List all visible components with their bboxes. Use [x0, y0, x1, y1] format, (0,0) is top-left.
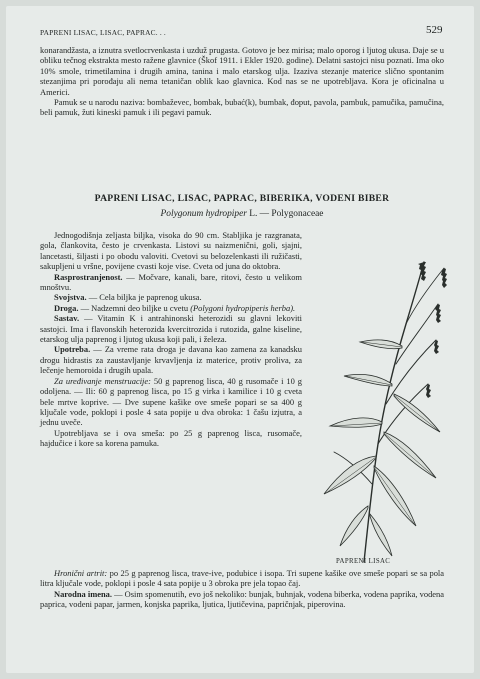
- intro-paragraph-1: konarandžasta, a iznutra svetlocrvenkasta i uzduž prugasta. Gotovo je bez mirisa; malo oporog i ljutog ukusa. Daje se u obliku tečnog ekstrakta mesto ražene glavnice (Škof 1911. i Ekler 1920. godine). Delatni sastojci nisu poznati. Ima oko 10% smole, trimetilamina i drugih amina, tanina i malo etarskog ulja. Izaziva stezanje materice slično spontanim stezanjima pri porođaju ali nema tetaničan oblik kao glavnica. Kod nas se ne upotrebljava. Kora je oficinalna u Americi.: [40, 45, 444, 97]
- use-label: Upotreba.: [54, 344, 91, 355]
- intro-paragraph-2: Pamuk se u narodu naziva: bombaževec, bombak, bubać(k), bumbak, đoput, pavola, pambuk, pamučika, pamučina, beli pamuk, žuti kineski pamuk i ili pegavi pamuk.: [40, 97, 444, 118]
- properties-text: — Cela biljka je paprenog ukusa.: [86, 292, 202, 303]
- names-paragraph: [40, 589, 444, 610]
- drug-paragraph: [40, 303, 302, 313]
- distribution-paragraph: [40, 272, 302, 293]
- page: [6, 6, 474, 673]
- composition-paragraph: [40, 313, 302, 344]
- article-subtitle: [40, 209, 444, 219]
- distribution-label: Rasprostranjenost.: [54, 271, 123, 282]
- drug-label: Droga.: [54, 302, 79, 313]
- drug-latin: (Polygoni hydropiperis herba).: [190, 302, 296, 313]
- figure-caption: PAPRENI LISAC: [336, 558, 391, 565]
- family-name: L. — Polygonaceae: [246, 209, 324, 219]
- composition-label: Sastav.: [54, 313, 80, 324]
- running-header: PAPRENI LISAC, LISAC, PAPRAC. . .: [40, 28, 166, 37]
- article-continued: [40, 568, 444, 610]
- menstruation-text: 50 g paprenog lisca, 40 g rusomače i 10 g odoljena. — Ili: 60 g paprenog lisca, po 15 g virka i kamilice i 10 g cveta bele mrtve koprive. — Dve supene kašike ove smeše popari se sa 400 g ključale vode, poklopi i posle 4 sata popije u dva obroka: 1 čašu izjutra, a jednu uveče.: [40, 375, 303, 428]
- page-number: 529: [426, 24, 443, 36]
- menstruation-paragraph: [40, 376, 302, 428]
- plant-illustration: [316, 244, 456, 566]
- arthritis-text: po 25 g paprenog lisca, trave-ive, podubice i isopa. Tri supene kašike ove smeše popari se sa pola litra ključale vode, poklopi i posle 4 sata popije u 3 obroka pre jela topao čaj.: [40, 568, 445, 589]
- composition-text: — Vitamin K i antrahinonski heterozidi su glavni lekoviti sastojci. Ima i flavonskih heterozida kvercitrozida i rutozida, galne kiseline, etarskog ulja paprenog i ljutog ukusa koji pali, i železa.: [40, 313, 302, 345]
- names-label: Narodna imena.: [54, 588, 112, 599]
- names-text: — Osim spomenutih, evo još nekoliko: bunjak, buhnjak, vodena biberka, vodena paprika, vodena paprica, vodeni papar, jarmen, konjska paprika, ljutica, ljutičevina, papričnjak, piperovina.: [40, 588, 444, 610]
- use-text: — Za vreme rata droga je davana kao zamena za kanadsku drogu hidrastis za zaustavljanje krvavljenja iz materice, protiv proliva, za lečenje hemoroida i drugih upala.: [40, 344, 302, 376]
- drug-text: — Nadzemni deo biljke u cvetu: [78, 302, 191, 313]
- description-paragraph: Jednogodišnja zeljasta biljka, visoka do 90 cm. Stabljika je razgranata, gola, člankovita, često je crvenkasta. Listovi su naizmenični, goli, sjajni, lancetasti, šiljasti i po obodu valoviti. Cvetovi su belozelenkasti ili ružičasti, sakupljeni u vršne, povijene cvasti koje vise. Cveta od juna do oktobra.: [40, 230, 302, 272]
- properties-label: Svojstva.: [54, 292, 87, 303]
- latin-name: Polygonum hydropiper: [160, 209, 247, 219]
- arthritis-paragraph: [40, 568, 444, 589]
- intro-section: [40, 45, 444, 118]
- arthritis-label: Hronični artrit:: [54, 568, 108, 578]
- properties-paragraph: [40, 292, 302, 302]
- article-column: [40, 230, 302, 449]
- menstruation-label: Za uređivanje menstruacije:: [54, 375, 151, 386]
- distribution-text: — Močvare, kanali, bare, ritovi, često u velikom mnoštvu.: [40, 271, 302, 293]
- article-title: PAPRENI LISAC, LISAC, PAPRAC, BIBERIKA, VODENI BIBER: [94, 193, 390, 204]
- external-paragraph: Upotrebljava se i ova smeša: po 25 g paprenog lisca, rusomače, hajdučice i kore sa korena pamuka.: [40, 427, 302, 449]
- use-paragraph: [40, 344, 302, 375]
